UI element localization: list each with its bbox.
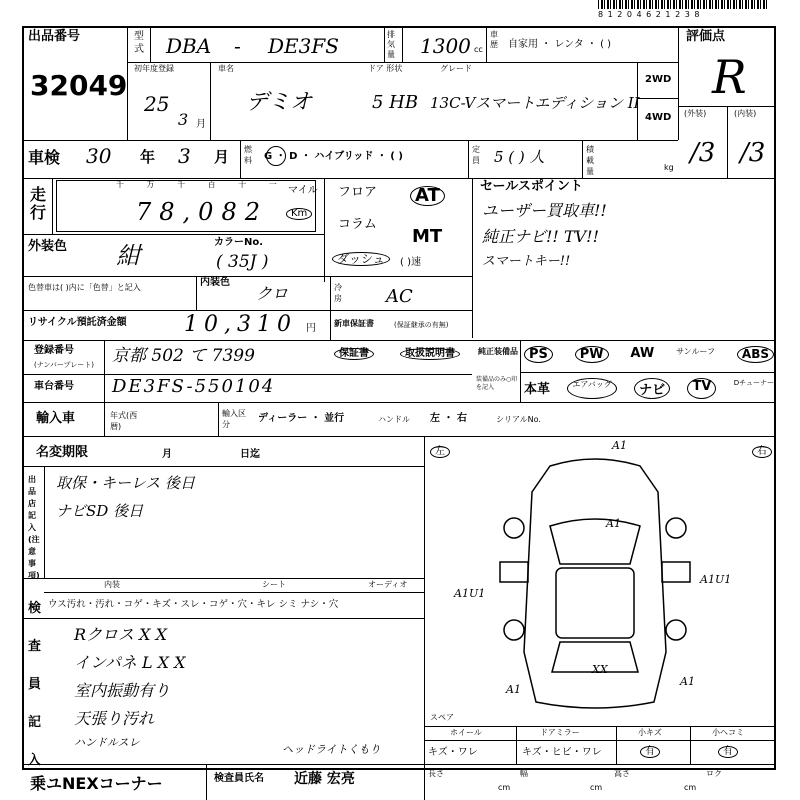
car-name-value: デミオ [246,90,313,115]
shift-speed: ( )速 [400,257,421,268]
mirror-left [500,562,528,582]
color-no-label: カラーNo. [214,237,264,248]
inspector-notes-label: 検査員記入 [28,601,42,768]
equipment-abs: ABS [737,346,774,363]
inspection-month-unit: 月 [214,148,230,166]
table-wheel-options: キズ・ワレ [428,747,478,758]
diagram-left: 左 [430,446,450,458]
footer-height: 高さ [614,769,630,778]
diagram-right: 右 [752,446,772,458]
chassis-value: DE3FS-550104 [112,376,276,397]
sales-label: セールスポイント [480,179,583,194]
exterior-color-value: 紺 [116,242,140,270]
first-reg-year: 25 [144,92,170,116]
table-small-scratch: 小キズ [638,728,662,737]
inspection-year: 30 [86,144,112,168]
handle-label: ハンドル [378,415,410,424]
name-change-label: 名変期限 [36,445,89,460]
recycle-unit: 円 [306,323,316,334]
fuel-g-circle [266,146,286,166]
audio-header: オーディオ [368,580,408,589]
shift-column: コラム [338,217,377,232]
displacement-label: 排気量 [387,30,395,59]
inspector-note-line: 室内振動有り [74,681,171,700]
mileage-unit-mile: マイル [288,185,318,196]
equipment-dtuner: Dチューナー [733,379,774,387]
inspection-month: 3 [178,144,191,168]
door-label: ドア 形状 [368,64,403,73]
mileage-value: 78,082 [136,198,268,226]
model-dash: - [234,34,241,58]
interior-color-label: 内装色 [200,277,230,288]
drive-2wd: 2WD [645,74,672,85]
load-label: 積載量 [586,145,594,176]
equipment-airbag: エアバッグ [567,378,616,399]
history-options: 自家用 ・ レンタ ・ ( ) [508,39,612,50]
shift-floor: フロア [338,185,378,200]
sales-lines [482,198,607,272]
inspector-note-line: Rクロス X X [74,625,168,644]
equipment-sunroof: サンルーフ [676,347,716,356]
inspection-label: 車検 [28,148,61,167]
equipment-note: 装備品のみ○印を記入 [476,376,518,391]
score-ext-value: /3 [690,138,716,168]
capacity-label: 定員 [472,145,480,165]
diagram-mark: A1U1 [454,587,486,600]
shift-mt: MT [412,226,443,247]
diagram-spare: スペア [430,713,454,722]
inspector-notes-lines [74,622,186,754]
table-small-dent: 小ヘコミ [712,728,744,737]
footer-lot: ロク [706,769,722,778]
model-type: DBA [166,34,212,58]
shift-at: AT [410,186,445,206]
score-ext-label: (外装) [684,109,707,118]
equipment-ps: PS [524,346,553,363]
drive-4wd: 4WD [645,112,672,123]
lot-label: 出品番号 [28,29,81,44]
car-name-label: 車名 [218,64,234,73]
ac-value: AC [386,286,413,307]
displacement-value: 1300 [420,34,471,58]
sales-line: ユーザー買取車!! [482,201,607,220]
footer-inspector-label: 検査員氏名 [214,773,264,784]
import-options: ディーラー ・ 並行 [258,413,345,424]
footer-unit-height: cm [684,783,697,792]
inspector-note-line: ハンドルスレ [74,736,140,749]
equipment-aw: AW [630,346,655,361]
ac-label: 冷房 [334,283,342,303]
history-label: 車歴 [490,30,498,49]
windshield [550,519,640,564]
plate-sub: (ナンバープレート) [34,361,94,369]
fuel-options: G ・ D ・ ハイブリッド ・ ( ) [264,151,403,162]
first-reg-label: 初年度登録 [134,64,174,73]
inspector-note-line: 天張り汚れ [74,709,155,728]
store-notes-lines [56,472,195,528]
capacity-value: 5 ( ) 人 [494,148,545,166]
warranty-label: 新車保証書 [334,319,374,328]
diagram-mark: XX [592,663,608,676]
wheel-front-right [666,518,686,538]
first-reg-month-unit: 月 [196,119,206,130]
equipment-pw: PW [575,346,609,363]
table-mirror-options: キズ・ヒビ・ワレ [522,747,602,758]
plate-label: 登録番号 [34,345,74,356]
equipment-navi: ナビ [634,378,670,399]
score-label: 評価点 [686,29,726,44]
handle-options: 左 ・ 右 [430,413,467,424]
footer-unit-length: cm [498,783,511,792]
plate-value: 京都 502 て 7399 [112,346,255,366]
inspector-note-line: インパネ L X X [74,653,186,672]
serial-label: シリアルNo. [496,415,541,424]
name-change-day: 日迄 [240,449,260,460]
score-value: R [712,50,747,104]
inspector-note-line: ヘッドライトくもり [282,743,381,756]
door-value: 5 HB [372,92,419,113]
fuel-label: 燃料 [244,145,252,165]
table-mirror: ドアミラー [540,728,580,737]
sales-line: スマートキー!! [482,254,571,269]
warranty-note: (保証継承の有無) [394,321,449,329]
interior-items: ウス汚れ・汚れ・コゲ・キズ・スレ・コゲ・穴・キレ シミ ナシ・穴 [48,599,339,610]
diagram-mark: A1U1 [700,573,732,586]
model-label-kata: 型 [134,31,144,42]
table-dent-value: 有 [718,746,738,758]
seat-header: シート [262,580,286,589]
manual-btn: 取扱説明書 [400,348,460,360]
first-reg-month: 3 [178,110,189,129]
diagram-mark: A1 [680,675,695,688]
equipment-row-2 [524,378,774,399]
table-scratch-value: 有 [640,746,660,758]
store-note-line: 取保・キーレス 後日 [56,474,196,492]
equipment-row-1 [524,346,774,363]
table-wheel: ホイール [450,728,482,737]
mileage-label: 走行 [30,185,47,222]
displacement-unit: cc [474,45,483,54]
import-year-label: 年式(西暦) [110,411,138,431]
roof [556,568,634,638]
color-no-value: ( 35J ) [216,252,269,272]
score-int-label: (内装) [734,109,757,118]
footer-length: 長さ [428,769,444,778]
recycle-value: 10,310 [184,312,297,337]
warranty-btn: 保証書 [334,348,374,360]
footer-width: 幅 [520,769,528,778]
import-label: 輸入車 [36,411,76,426]
mirror-right [662,562,690,582]
grade-value: 13C-Vスマートエディション II [430,94,640,112]
mileage-digit-header: 千 万 千 百 十 一 [116,180,277,189]
equipment-leather: 本革 [524,382,551,397]
color-change-note: 色替車は( )内に「色替」と記入 [28,283,141,292]
score-int-value: /3 [740,138,766,168]
recycle-label: リサイクル預託済金額 [28,317,127,328]
shift-dash: ダッシュ [332,252,390,266]
model-code: DE3FS [268,34,339,58]
store-notes-label: 出品店記入(注意事項) [28,475,40,580]
load-unit: kg [664,163,674,172]
model-label-shiki: 式 [134,44,144,55]
footer-unit-width: cm [590,783,603,792]
barcode-digits: 8 1 2 0 4 6 2 1 2 3 8 [598,10,701,19]
lot-number: 32049 [30,69,128,102]
store-note-line: ナビSD 後日 [56,502,144,520]
header-strip [0,0,800,22]
mileage-unit-km: Km [286,208,312,220]
wheel-rear-left [504,620,524,640]
barcode [598,0,768,9]
sales-line: 純正ナビ!! TV!! [482,227,600,246]
wheel-front-left [504,518,524,538]
name-change-month: 月 [162,449,172,460]
equipment-label: 純正装備品 [478,347,518,356]
grade-label: グレード [440,64,472,73]
interior-header: 内装 [104,580,120,589]
chassis-label: 車台番号 [34,381,74,392]
footer-corner: 乗ユNEXコーナー [30,774,163,793]
inspection-year-unit: 年 [140,148,156,166]
wheel-rear-right [666,620,686,640]
diagram-mark: A1 [506,683,521,696]
exterior-color-label: 外装色 [28,239,68,254]
import-class-label: 輸入区分 [222,409,246,429]
equipment-tv: TV [687,378,716,399]
footer-inspector-name: 近藤 宏亮 [294,771,355,787]
diagram-mark: A1 [612,439,627,452]
diagram-mark: A1 [606,517,621,530]
interior-color-value: クロ [256,284,289,303]
